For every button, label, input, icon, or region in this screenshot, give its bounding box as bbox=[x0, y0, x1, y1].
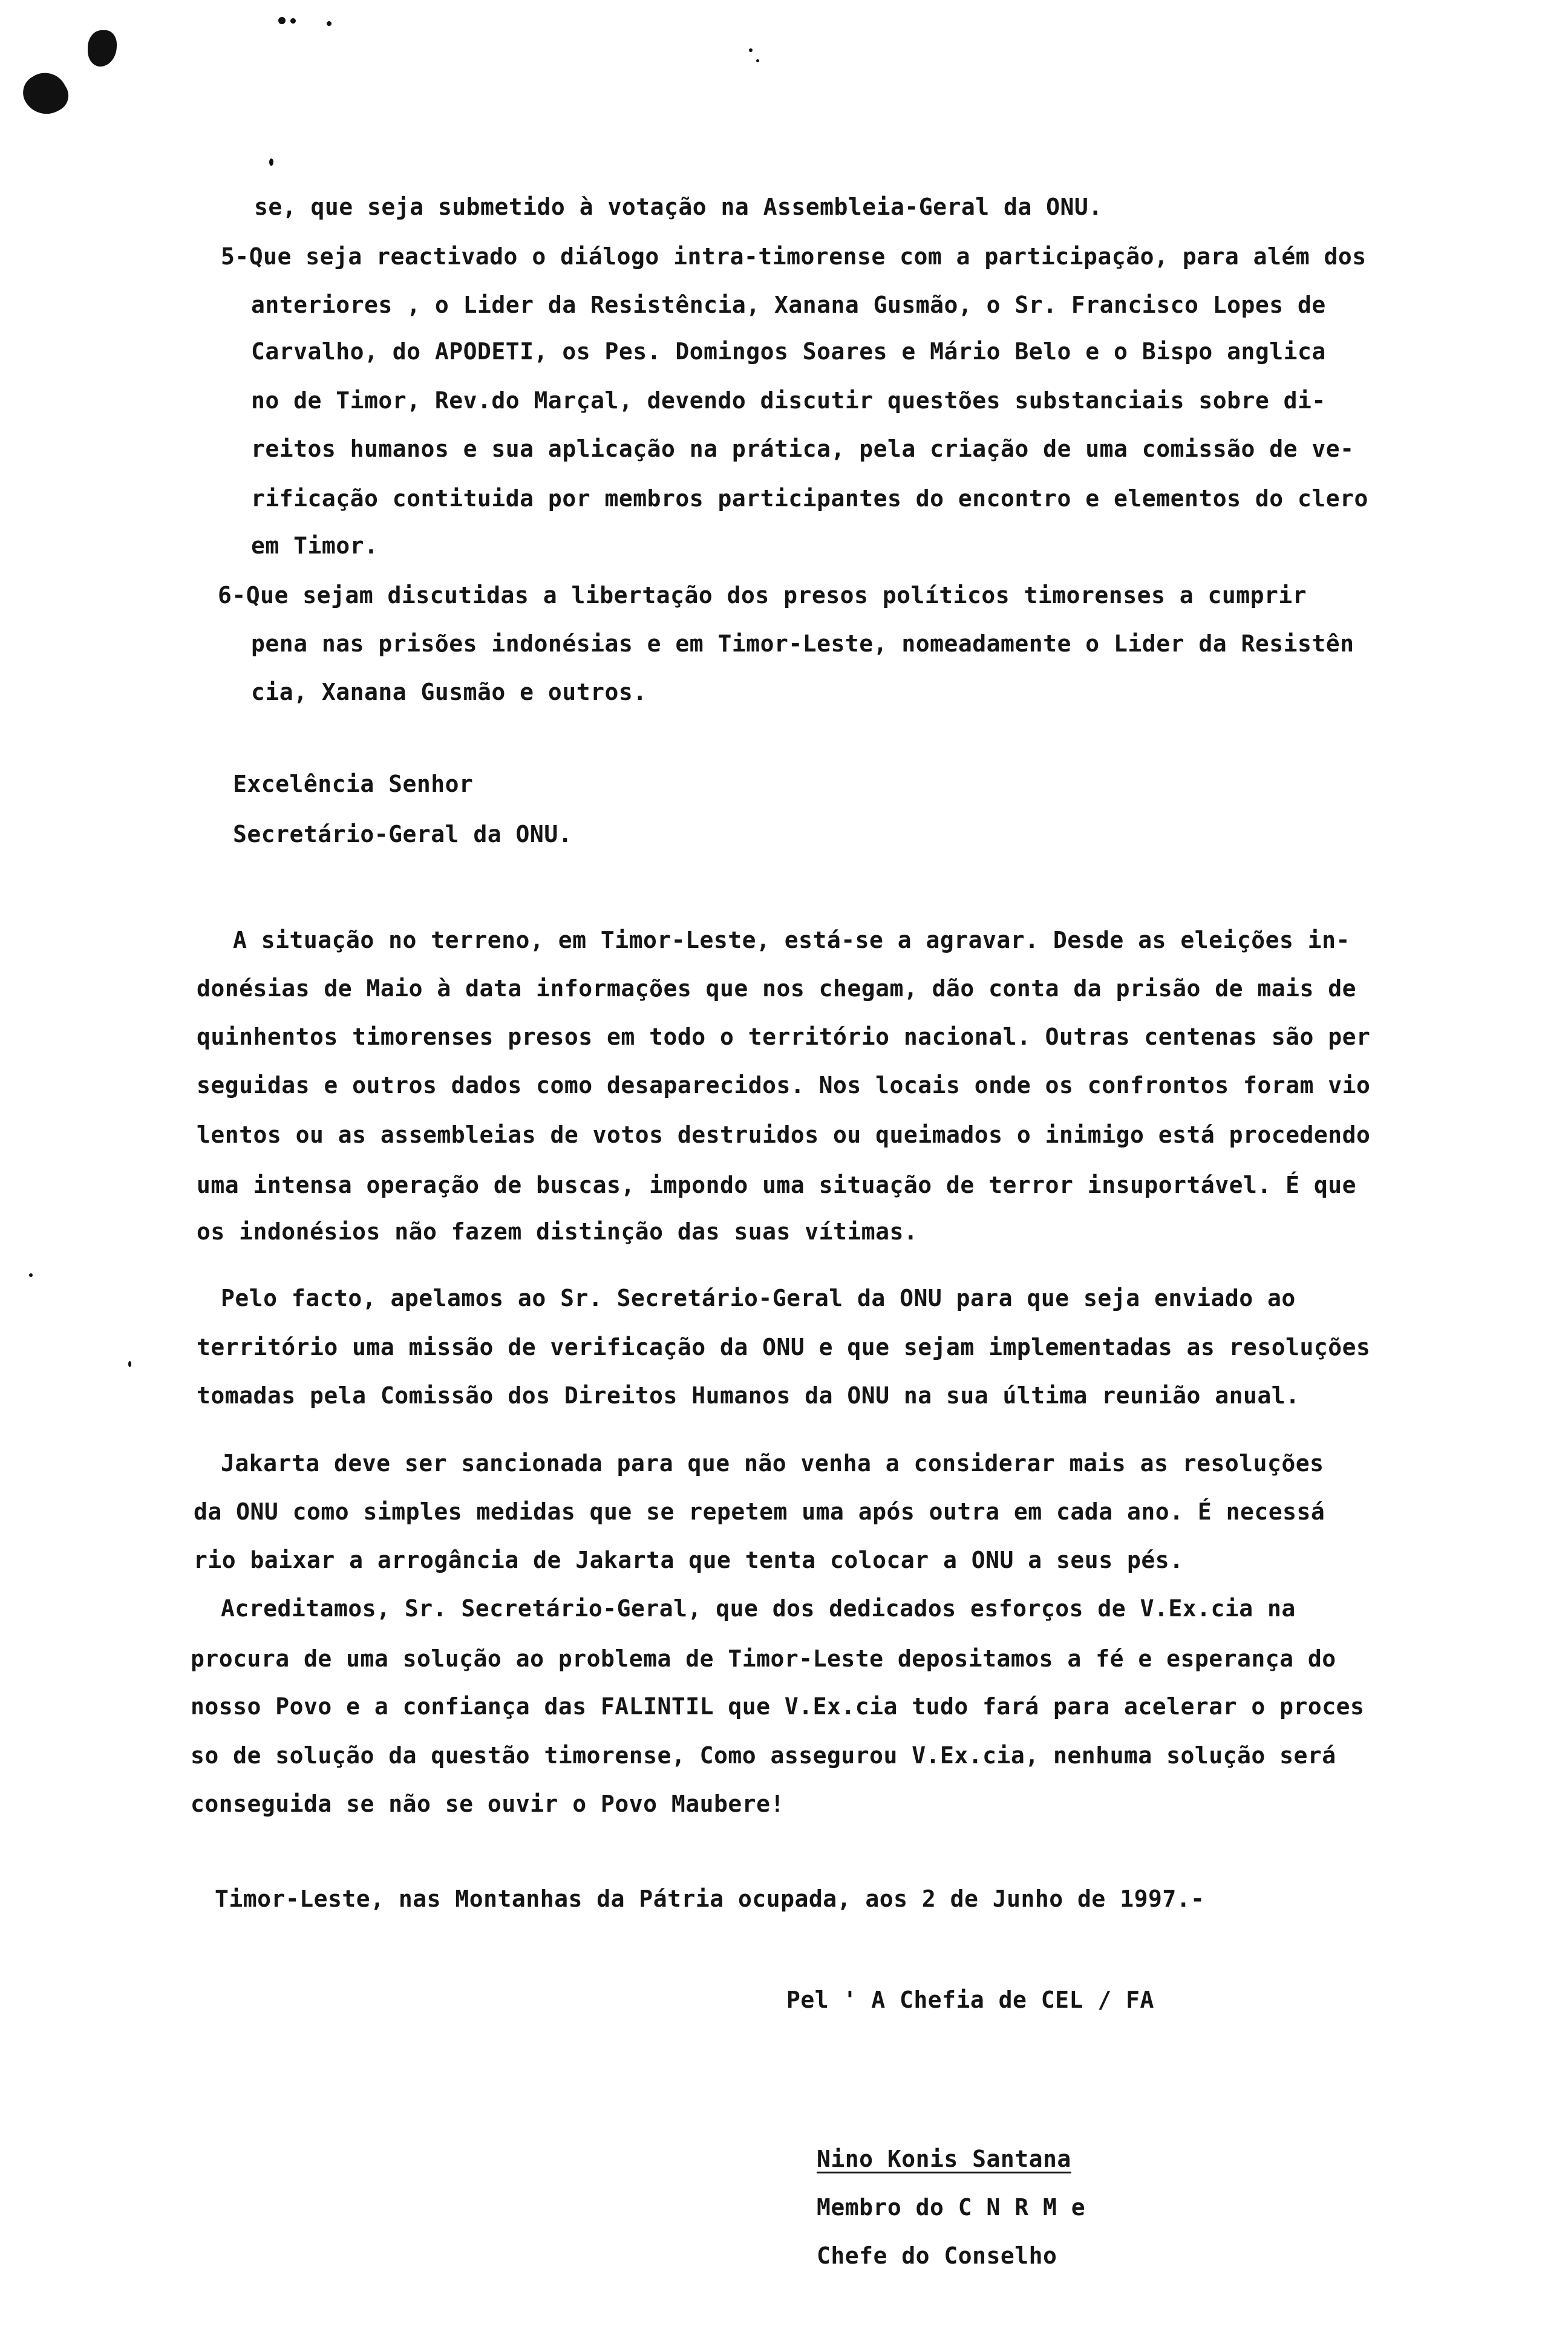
paragraph-line: conseguida se não se ouvir o Povo Maubere! bbox=[191, 1791, 785, 1817]
paragraph-line: tomadas pela Comissão dos Direitos Humanos da ONU na sua última reunião anual. bbox=[197, 1382, 1300, 1409]
letter-line: rificação contituida por membros participantes do encontro e elementos do clero bbox=[251, 485, 1368, 512]
paragraph-line: so de solução da questão timorense, Como assegurou V.Ex.cia, nenhuma solução será bbox=[191, 1742, 1336, 1769]
ink-speck bbox=[278, 17, 286, 24]
paragraph-line: os indonésios não fazem distinção das suas vítimas. bbox=[197, 1218, 918, 1245]
signatory-title: Chefe do Conselho bbox=[817, 2242, 1057, 2269]
signatory-title: Membro do C N R M e bbox=[817, 2194, 1086, 2221]
signatory-name: Nino Konis Santana bbox=[817, 2146, 1071, 2172]
ink-blot bbox=[88, 30, 117, 67]
paragraph-line: uma intensa operação de buscas, impondo uma situação de terror insuportável. É que bbox=[197, 1172, 1356, 1198]
ink-speck bbox=[29, 1273, 33, 1277]
paragraph-line: Acreditamos, Sr. Secretário-Geral, que dos dedicados esforços de V.Ex.cia na bbox=[221, 1595, 1296, 1622]
paragraph-line: procura de uma solução ao problema de Timor-Leste depositamos a fé e esperança do bbox=[191, 1645, 1336, 1672]
letter-line: 6-Que sejam discutidas a libertação dos presos políticos timorenses a cumprir bbox=[218, 582, 1307, 609]
letter-line: no de Timor, Rev.do Marçal, devendo discutir questões substanciais sobre di- bbox=[251, 387, 1326, 414]
paragraph-line: lentos ou as assembleias de votos destruidos ou queimados o inimigo está procedendo bbox=[197, 1122, 1371, 1148]
ink-speck bbox=[749, 48, 753, 52]
paragraph-line: da ONU como simples medidas que se repetem uma após outra em cada ano. É necessá bbox=[194, 1498, 1325, 1525]
dateline: Timor-Leste, nas Montanhas da Pátria ocupada, aos 2 de Junho de 1997.- bbox=[215, 1886, 1205, 1912]
paragraph-line: Pelo facto, apelamos ao Sr. Secretário-Geral da ONU para que seja enviado ao bbox=[221, 1285, 1296, 1311]
ink-blot bbox=[16, 65, 74, 123]
paragraph-line: nosso Povo e a confiança das FALINTIL que V.Ex.cia tudo fará para acelerar o proces bbox=[191, 1693, 1365, 1720]
ink-speck bbox=[128, 1361, 131, 1367]
ink-speck bbox=[290, 18, 296, 24]
paragraph-line: Jakarta deve ser sancionada para que não venha a considerar mais as resoluções bbox=[221, 1450, 1324, 1477]
paragraph-line: rio baixar a arrogância de Jakarta que tenta colocar a ONU a seus pés. bbox=[194, 1547, 1184, 1573]
letter-line: se, que seja submetido à votação na Assembleia-Geral da ONU. bbox=[254, 194, 1103, 220]
letter-line: reitos humanos e sua aplicação na prática, pela criação de uma comissão de ve- bbox=[251, 436, 1354, 462]
ink-speck bbox=[327, 21, 332, 26]
letter-line: 5-Que seja reactivado o diálogo intra-timorense com a participação, para além dos bbox=[221, 243, 1367, 270]
paragraph-line: seguidas e outros dados como desaparecidos. Nos locais onde os confrontos foram vio bbox=[197, 1072, 1371, 1099]
ink-speck bbox=[269, 158, 273, 166]
paragraph-line: A situação no terreno, em Timor-Leste, está-se a agravar. Desde as eleições in- bbox=[233, 927, 1350, 953]
letter-line: pena nas prisões indonésias e em Timor-Leste, nomeadamente o Lider da Resistên bbox=[251, 630, 1354, 657]
on-behalf-line: Pel ' A Chefia de CEL / FA bbox=[786, 1987, 1154, 2013]
salutation-line: Excelência Senhor bbox=[233, 771, 474, 797]
letter-line: anteriores , o Lider da Resistência, Xanana Gusmão, o Sr. Francisco Lopes de bbox=[251, 292, 1326, 318]
letter-line: Carvalho, do APODETI, os Pes. Domingos Soares e Mário Belo e o Bispo anglica bbox=[251, 338, 1326, 365]
letter-line: em Timor. bbox=[251, 532, 379, 559]
paragraph-line: território uma missão de verificação da ONU e que sejam implementadas as resoluções bbox=[197, 1334, 1371, 1360]
letter-line: cia, Xanana Gusmão e outros. bbox=[251, 679, 647, 705]
ink-speck bbox=[756, 59, 759, 62]
salutation-line: Secretário-Geral da ONU. bbox=[233, 821, 573, 847]
paragraph-line: donésias de Maio à data informações que nos chegam, dão conta da prisão de mais de bbox=[197, 975, 1356, 1002]
paragraph-line: quinhentos timorenses presos em todo o território nacional. Outras centenas são per bbox=[197, 1024, 1371, 1050]
